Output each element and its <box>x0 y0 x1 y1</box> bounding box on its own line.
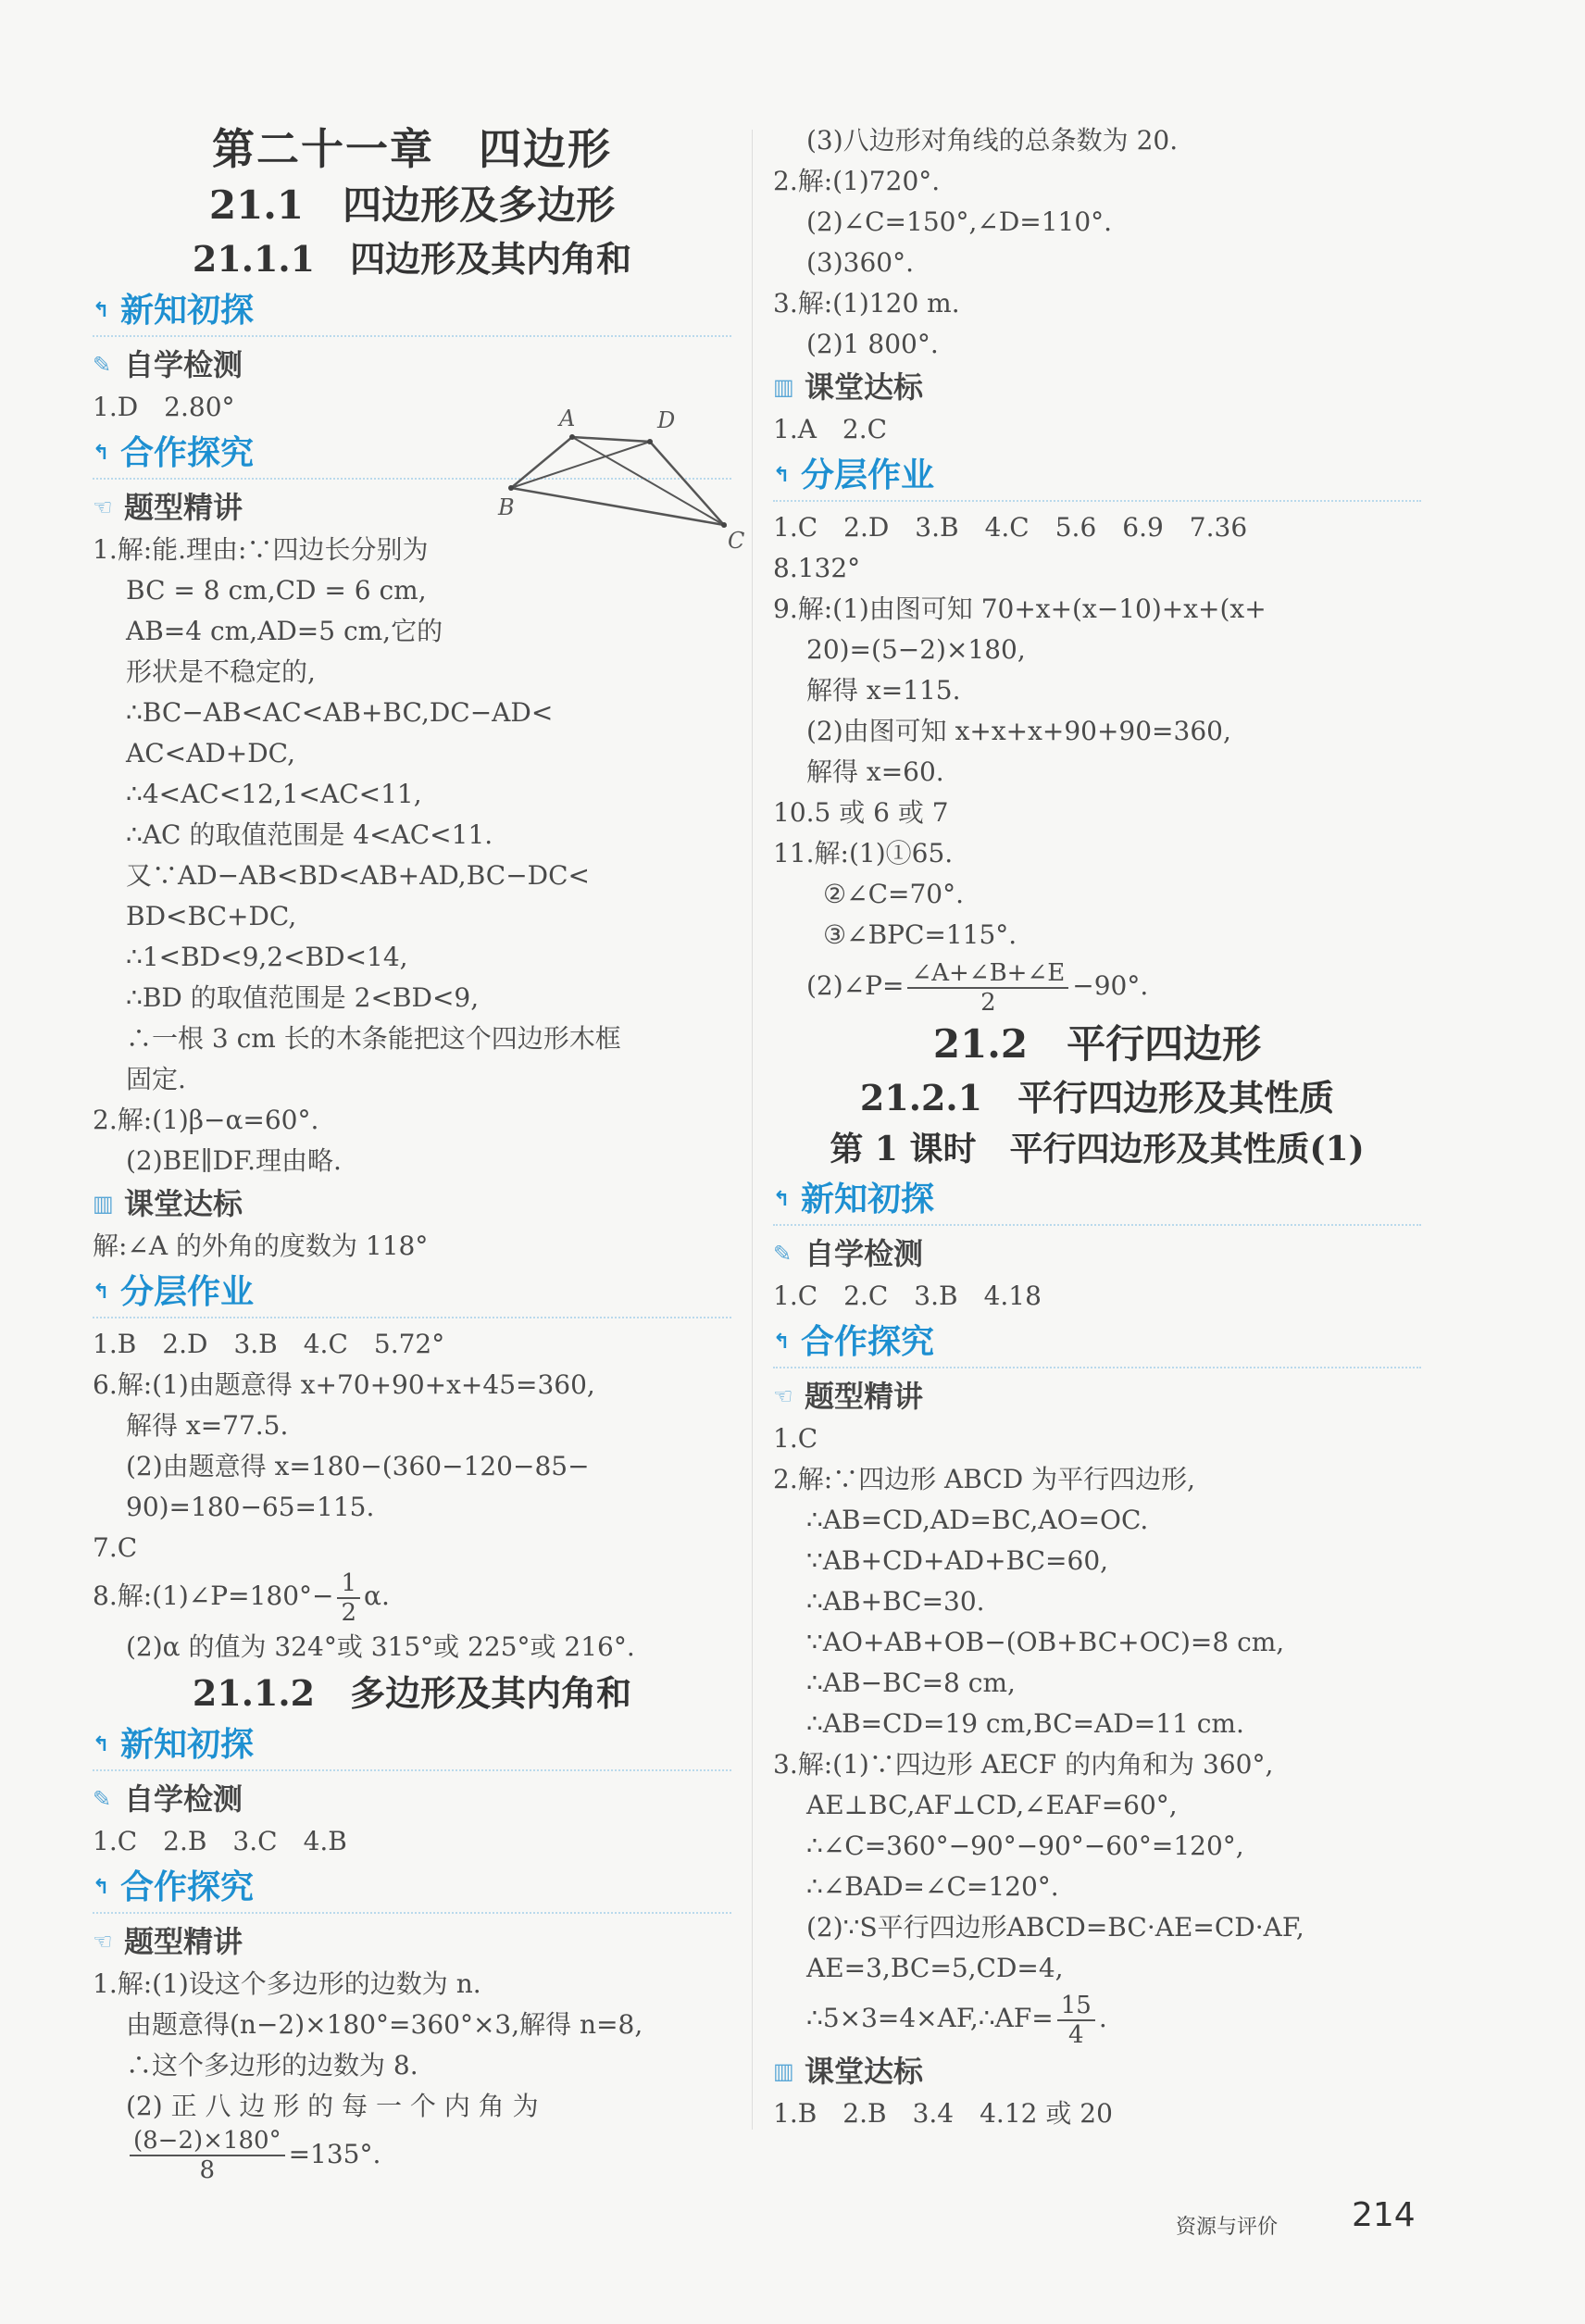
xinzhi-heading: ↰ 新知初探 <box>93 287 731 337</box>
corner-arrow-icon: ↰ <box>93 442 110 465</box>
right-column <box>773 120 1421 2134</box>
hezuo-heading: ↰ 合作探究 <box>93 1864 731 1914</box>
ketang-answers: 1.A 2.C <box>773 414 888 444</box>
answer-line: 解得 x=60. <box>806 756 944 787</box>
corner-arrow-icon: ↰ <box>93 1281 110 1304</box>
problem-line: AC<AD+DC, <box>126 738 296 768</box>
zixue-answers: 1.C 2.C 3.B 4.18 <box>773 1281 1042 1311</box>
quadrilateral-diagram <box>435 400 745 554</box>
answer-line: ∵AO+AB+OB−(OB+BC+OC)=8 cm, <box>806 1627 1285 1657</box>
answer-line: AE⊥BC,AF⊥CD,∠EAF=60°, <box>806 1790 1178 1820</box>
answer-line: (2)∵S平行四边形ABCD=BC·AE=CD·AF, <box>806 1912 1304 1943</box>
answer-line: ∴∠BAD=∠C=120°. <box>806 1871 1059 1902</box>
vertex-label-d: D <box>657 407 676 433</box>
answer-line: 1.C 2.D 3.B 4.C 5.6 6.9 7.36 <box>773 512 1248 543</box>
answer-line: 3.解:(1)120 m. <box>773 288 960 319</box>
problem-line: $\frac{(8-2)\times 180^\circ}{8}$ =135°. <box>93 2127 731 2185</box>
chapter-title: 第二十一章 四边形 <box>212 124 612 174</box>
corner-arrow-icon: ↰ <box>93 1732 110 1756</box>
answer-line: 20)=(5−2)×180, <box>806 634 1026 665</box>
corner-arrow-icon: ↰ <box>93 1875 110 1899</box>
tixing-heading: ☜ 题型精讲 <box>773 1374 1421 1418</box>
fenceng-heading: ↰ 分层作业 <box>773 452 1421 502</box>
fenceng-heading: ↰ 分层作业 <box>93 1268 731 1318</box>
problem-line: (2)由题意得 x=180−(360−120−85− <box>126 1451 590 1481</box>
zixue-heading: ✎ 自学检测 <box>93 1777 731 1821</box>
problem-line: 形状是不稳定的, <box>126 656 316 687</box>
hezuo-heading: ↰ 合作探究 <box>773 1318 1421 1368</box>
problem-line: 1.解:能.理由:∵四边长分别为 <box>93 534 429 565</box>
problem-line: BC = 8 cm,CD = 6 cm, <box>126 575 427 606</box>
vertex-label-b: B <box>498 494 515 520</box>
answer-line: ∴AB+BC=30. <box>806 1586 985 1617</box>
subsection-title-21-2-1: 21.2.1 平行四边形及其性质 <box>859 1077 1335 1118</box>
column-divider <box>752 130 753 2130</box>
pen-icon: ✎ <box>93 352 112 378</box>
problem-line: ∴一根 3 cm 长的木条能把这个四边形木框 <box>126 1023 621 1054</box>
answer-line: (2)1 800°. <box>806 329 939 359</box>
answer-line: ③∠BPC=115°. <box>823 919 1017 950</box>
problem-2a: 2.解:(1)β−α=60°. <box>93 1105 319 1135</box>
fraction: $\frac{(8-2)\times 180^\circ}{8}$ <box>130 2127 285 2184</box>
book-icon: ▥ <box>773 2057 794 2084</box>
page-number: 214 <box>1352 2196 1416 2234</box>
ketang-answers: 1.B 2.B 3.4 4.12 或 20 <box>773 2097 1113 2129</box>
subsection-title-21-1-1: 21.1.1 四边形及其内角和 <box>192 238 632 280</box>
answer-line: ∴∠C=360°−90°−90°−60°=120°, <box>806 1830 1244 1861</box>
answer-line: ∴AB=CD=19 cm,BC=AD=11 cm. <box>806 1708 1244 1739</box>
answer-line: ∴5×3=4×AF,∴AF= $\frac{15}{4}$ . <box>806 1991 1107 2049</box>
answer-line: ∵AB+CD+AD+BC=60, <box>806 1545 1109 1576</box>
problem-line: ∴这个多边形的边数为 8. <box>126 2049 418 2080</box>
answer-line: 2.解:(1)720°. <box>773 166 941 196</box>
diagonal-bd <box>511 442 650 488</box>
problem-line: 由题意得(n−2)×180°=360°×3,解得 n=8, <box>126 2008 643 2040</box>
fraction: $\frac{\angle A+\angle B+\angle E}{2}$ <box>907 959 1068 1017</box>
corner-arrow-icon: ↰ <box>773 1188 791 1211</box>
answer-line: 11.解:(1)①65. <box>773 838 954 868</box>
problem-line: 6.解:(1)由题意得 x+70+90+x+45=360, <box>93 1369 595 1400</box>
problem-line: ∴1<BD<9,2<BD<14, <box>126 942 408 972</box>
xinzhi-heading: ↰ 新知初探 <box>93 1721 731 1771</box>
problem-line: 固定. <box>126 1064 186 1094</box>
problem-8b: (2)α 的值为 324°或 315°或 225°或 216°. <box>126 1631 635 1662</box>
hand-icon: ☜ <box>93 1928 113 1955</box>
zixue-heading: ✎ 自学检测 <box>773 1231 1421 1276</box>
fenceng-answers: 1.B 2.D 3.B 4.C 5.72° <box>93 1329 445 1359</box>
answer-line: ∴AB=CD,AD=BC,AO=OC. <box>806 1505 1149 1535</box>
section-title-21-1: 21.1 四边形及多边形 <box>208 182 616 228</box>
answer-line: 3.解:(1)∵四边形 AECF 的内角和为 360°, <box>773 1749 1274 1780</box>
answer-line: (3)360°. <box>806 247 915 278</box>
zixue-answers: 1.C 2.B 3.C 4.B <box>93 1825 347 1856</box>
problem-line: 解得 x=77.5. <box>126 1410 289 1441</box>
problem-8a: 8.解:(1)∠P=180°− $\frac{1}{2}$ α. <box>93 1568 390 1627</box>
answer-line: 8.132° <box>773 553 861 583</box>
xinzhi-heading: ↰ 新知初探 <box>773 1176 1421 1226</box>
ketang-heading: ▥ 课堂达标 <box>93 1181 731 1226</box>
book-icon: ▥ <box>93 1191 114 1217</box>
tixing-heading: ☜ 题型精讲 <box>93 485 731 530</box>
problem-7: 7.C <box>93 1532 138 1563</box>
fraction: $\frac{15}{4}$ <box>1057 1992 1095 2049</box>
hand-icon: ☜ <box>93 494 113 520</box>
section-title-21-2: 21.2 平行四边形 <box>932 1021 1262 1067</box>
answer-line: 1.C <box>773 1423 818 1454</box>
problem-line: BD<BC+DC, <box>126 901 297 931</box>
problem-line: AB=4 cm,AD=5 cm,它的 <box>126 616 443 646</box>
answer-line: 9.解:(1)由图可知 70+x+(x−10)+x+(x+ <box>773 593 1267 624</box>
problem-2b: (2)BE∥DF.理由略. <box>126 1145 342 1176</box>
problem-line: 又∵AD−AB<BD<AB+AD,BC−DC< <box>126 860 591 891</box>
corner-arrow-icon: ↰ <box>773 464 791 487</box>
answer-line: ②∠C=70°. <box>823 879 964 909</box>
tixing-heading: ☜ 题型精讲 <box>93 1919 731 1964</box>
footer-label: 资源与评价 <box>1176 2216 1279 2239</box>
book-icon: ▥ <box>773 374 794 400</box>
corner-arrow-icon: ↰ <box>773 1331 791 1354</box>
problem-line: ∴BC−AB<AC<AB+BC,DC−AD< <box>126 697 554 728</box>
hezuo-heading: ↰ 合作探究 <box>93 430 731 480</box>
answer-line: 10.5 或 6 或 7 <box>773 797 949 828</box>
problem-line: 90)=180−65=115. <box>126 1492 375 1522</box>
answer-line: AE=3,BC=5,CD=4, <box>806 1953 1064 1983</box>
answer-line: (2)由图可知 x+x+x+90+90=360, <box>806 716 1231 746</box>
fraction: $\frac{1}{2}$ <box>337 1569 360 1627</box>
problem-line: ∴AC 的取值范围是 4<AC<11. <box>126 819 493 850</box>
answer-line: 解得 x=115. <box>806 675 961 706</box>
ketang-heading: ▥ 课堂达标 <box>773 365 1421 409</box>
problem-line: 1.解:(1)设这个多边形的边数为 n. <box>93 1968 481 1999</box>
zixue-heading: ✎ 自学检测 <box>93 343 731 387</box>
quadrilateral-outline <box>511 437 724 525</box>
lesson-title: 第 1 课时 平行四边形及其性质(1) <box>830 1130 1365 1168</box>
answer-line: ∴AB−BC=8 cm, <box>806 1668 1016 1698</box>
corner-arrow-icon: ↰ <box>93 299 110 322</box>
subsection-title-21-1-2: 21.1.2 多边形及其内角和 <box>192 1671 632 1714</box>
vertex-label-c: C <box>728 528 745 554</box>
problem-line: ∴4<AC<12,1<AC<11, <box>126 779 422 809</box>
answer-line: (3)八边形对角线的总条数为 20. <box>806 125 1179 156</box>
hand-icon: ☜ <box>773 1383 793 1409</box>
answer-11-2: (2)∠P= $\frac{\angle A+\angle B+\angle E}{2}$ −90°. <box>806 958 1149 1017</box>
vertex-label-a: A <box>559 406 576 431</box>
zixue-answers: 1.D 2.80° <box>93 392 235 422</box>
answer-line: (2)∠C=150°,∠D=110°. <box>806 206 1113 237</box>
problem-line: (2) 正 八 边 形 的 每 一 个 内 角 为 <box>126 2090 539 2121</box>
ketang-answer: 解:∠A 的外角的度数为 118° <box>93 1231 429 1261</box>
answer-line: 2.解:∵四边形 ABCD 为平行四边形, <box>773 1464 1196 1494</box>
ketang-heading: ▥ 课堂达标 <box>773 2049 1421 2093</box>
problem-line: ∴BD 的取值范围是 2<BD<9, <box>126 982 480 1013</box>
pen-icon: ✎ <box>773 1241 792 1267</box>
pen-icon: ✎ <box>93 1785 112 1812</box>
